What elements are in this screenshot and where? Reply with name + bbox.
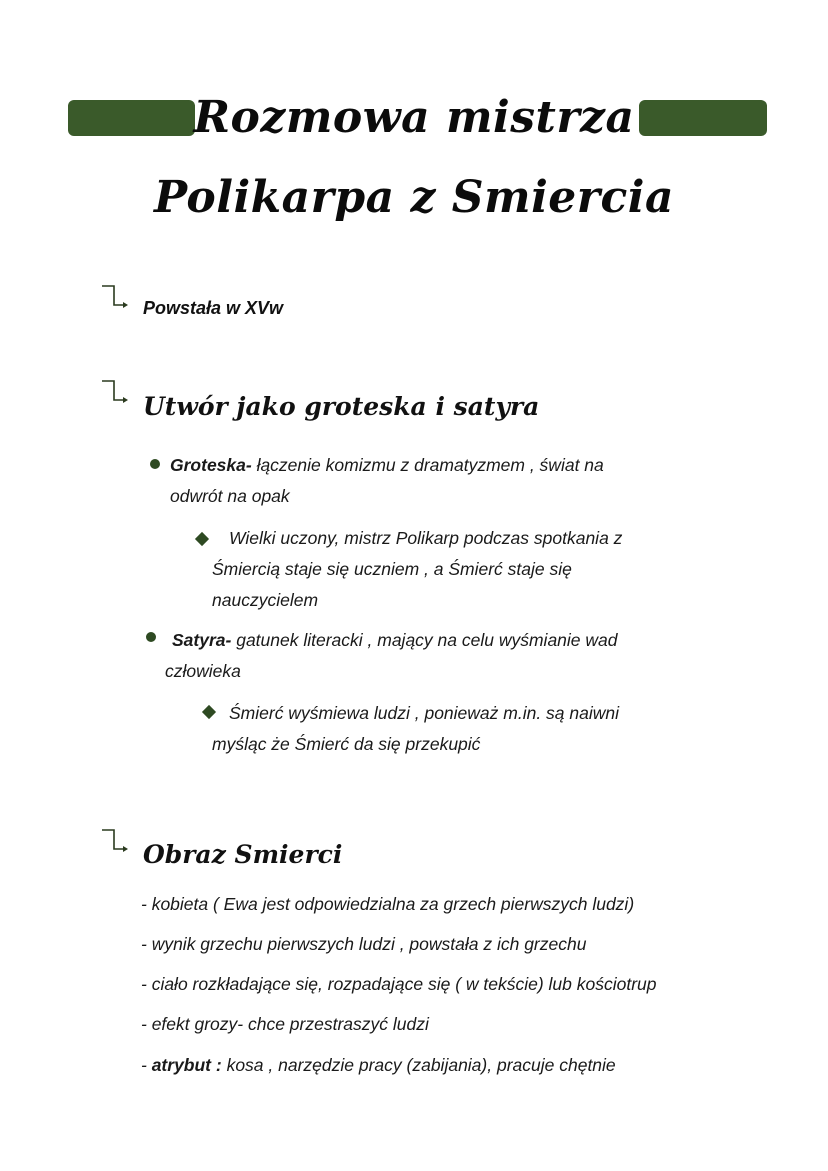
satyra-example-2: myśląc że Śmierć da się przekupić <box>212 734 481 754</box>
groteska-definition-cont: odwrót na opak <box>170 486 290 506</box>
diamond-bullet-icon <box>195 532 209 546</box>
attribute-label: atrybut : <box>151 1055 222 1075</box>
title-line-1: Rozmowa mistrza <box>193 92 635 143</box>
death-trait-4: - efekt grozy- chce przestraszyć ludzi <box>141 1014 429 1034</box>
section-heading-death-image: Obraz Smierci <box>143 840 343 869</box>
bullet-icon <box>150 459 160 469</box>
origin-note: Powstała w XVw <box>143 298 284 318</box>
turn-arrow-icon <box>100 285 130 311</box>
term-groteska: Groteska- <box>170 455 252 475</box>
turn-arrow-icon <box>100 380 130 406</box>
title-line-2: Polikarpa z Smiercia <box>154 172 674 223</box>
death-trait-2: - wynik grzechu pierwszych ludzi , powstała z ich grzechu <box>141 934 587 954</box>
groteska-example-3: nauczycielem <box>212 590 319 610</box>
groteska-example-2: Śmiercią staje się uczniem , a Śmierć staje się <box>212 559 572 579</box>
groteska-example-1: Wielki uczony, mistrz Polikarp podczas spotkania z <box>229 528 623 548</box>
bullet-icon <box>146 632 156 642</box>
satyra-definition-cont: człowieka <box>165 661 241 681</box>
satyra-definition: Satyra- gatunek literacki , mający na celu wyśmianie wad <box>172 630 618 650</box>
groteska-definition: Groteska- łączenie komizmu z dramatyzmem , świat na <box>170 455 604 475</box>
term-satyra: Satyra- <box>172 630 232 650</box>
death-trait-1: - kobieta ( Ewa jest odpowiedzialna za grzech pierwszych ludzi) <box>141 894 635 914</box>
satyra-example-1: Śmierć wyśmiewa ludzi , ponieważ m.in. są naiwni <box>229 703 619 723</box>
diamond-bullet-icon <box>202 705 216 719</box>
death-trait-5: - atrybut : kosa , narzędzie pracy (zabijania), pracuje chętnie <box>141 1055 616 1075</box>
turn-arrow-icon <box>100 829 130 855</box>
section-heading-genre: Utwór jako groteska i satyra <box>143 392 540 421</box>
death-trait-3: - ciało rozkładające się, rozpadające się ( w tekście) lub kościotrup <box>141 974 657 994</box>
